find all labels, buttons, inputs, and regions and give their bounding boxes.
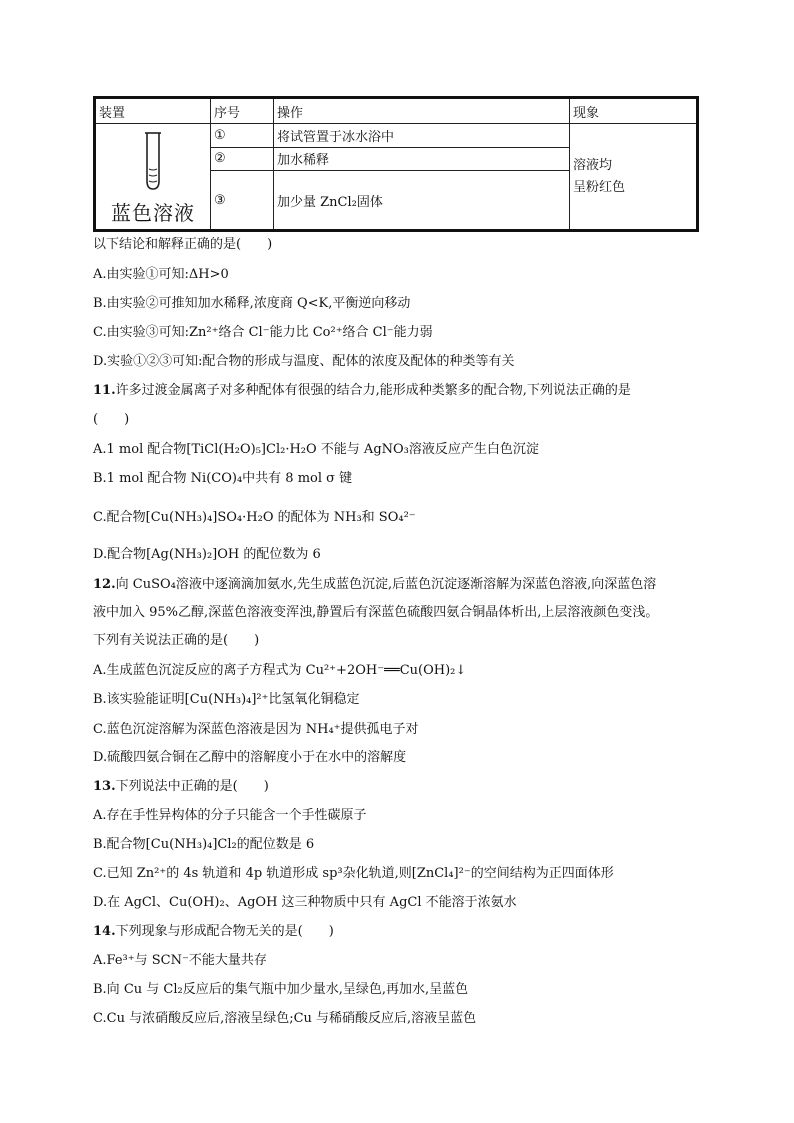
q11-paren: ( ) xyxy=(93,412,130,427)
q11-option-a: A.1 mol 配合物[TiCl(H₂O)₅]Cl₂·H₂O 不能与 AgNO₃溶液反应产生白色沉淀 xyxy=(93,442,539,457)
q11-stem-line xyxy=(93,379,631,398)
q12-option-d: D.硫酸四氨合铜在乙醇中的溶解度小于在水中的溶解度 xyxy=(93,750,407,765)
q12-option-b: B.该实验能证明[Cu(NH₃)₄]²⁺比氢氧化铜稳定 xyxy=(93,692,360,707)
q12-option-a: A.生成蓝色沉淀反应的离子方程式为 Cu²⁺+2OH⁻══Cu(OH)₂↓ xyxy=(93,663,467,678)
q12-stem-line xyxy=(93,573,656,592)
row-number: ③ xyxy=(211,171,274,231)
q14-option-a: A.Fe³⁺与 SCN⁻不能大量共存 xyxy=(93,953,267,968)
q12-stem-1: 向 CuSO₄溶液中逐滴滴加氨水,先生成蓝色沉淀,后蓝色沉淀逐渐溶解为深蓝色溶液,向深蓝色溶 xyxy=(115,577,657,592)
q13-option-d: D.在 AgCl、Cu(OH)₂、AgOH 这三种物质中只有 AgCl 不能溶于浓氨水 xyxy=(93,895,517,910)
header-observation: 现象 xyxy=(570,98,698,124)
observation-line: 呈粉红色 xyxy=(573,179,626,195)
q12-number: 12. xyxy=(93,577,116,592)
q11-stem: 许多过渡金属离子对多种配体有很强的结合力,能形成种类繁多的配合物,下列说法正确的是 xyxy=(115,383,631,398)
observation-cell xyxy=(570,124,698,231)
table-row xyxy=(95,124,698,148)
test-tube-icon xyxy=(143,131,163,191)
row-number: ② xyxy=(211,147,274,171)
q11-number: 11. xyxy=(93,383,116,398)
q11-option-b: B.1 mol 配合物 Ni(CO)₄中共有 8 mol σ 键 xyxy=(93,471,353,486)
apparatus-cell xyxy=(95,124,211,231)
row-operation: 加水稀释 xyxy=(274,147,570,171)
q13-stem-line xyxy=(93,775,269,794)
q13-number: 13. xyxy=(93,779,116,794)
q10-option-c: C.由实验③可知:Zn²⁺络合 Cl⁻能力比 Co²⁺络合 Cl⁻能力弱 xyxy=(93,325,433,340)
q13-option-a: A.存在手性异构体的分子只能含一个手性碳原子 xyxy=(93,808,367,823)
q14-option-c: C.Cu 与浓硝酸反应后,溶液呈绿色;Cu 与稀硝酸反应后,溶液呈蓝色 xyxy=(93,1011,477,1026)
apparatus-label: 蓝色溶液 xyxy=(111,201,195,225)
q11-option-c: C.配合物[Cu(NH₃)₄]SO₄·H₂O 的配体为 NH₃和 SO₄²⁻ xyxy=(93,510,416,525)
row-number: ① xyxy=(211,124,274,148)
row-operation: 将试管置于冰水浴中 xyxy=(274,124,570,148)
experiment-table xyxy=(93,96,699,232)
header-number: 序号 xyxy=(211,98,274,124)
q14-stem: 下列现象与形成配合物无关的是( ) xyxy=(115,924,334,939)
q13-option-c: C.已知 Zn²⁺的 4s 轨道和 4p 轨道形成 sp³杂化轨道,则[ZnCl₄]²⁻的空间结构为正四面体形 xyxy=(93,866,614,881)
q14-stem-line xyxy=(93,920,334,939)
q13-option-b: B.配合物[Cu(NH₃)₄]Cl₂的配位数是 6 xyxy=(93,837,315,852)
q10-option-d: D.实验①②③可知:配合物的形成与温度、配体的浓度及配体的种类等有关 xyxy=(93,354,515,369)
row-operation: 加少量 ZnCl₂固体 xyxy=(274,171,570,231)
q14-number: 14. xyxy=(93,924,116,939)
observation-line: 溶液均 xyxy=(573,157,613,173)
q10-option-a: A.由实验①可知:ΔH>0 xyxy=(93,267,229,282)
q12-option-c: C.蓝色沉淀溶解为深蓝色溶液是因为 NH₄⁺提供孤电子对 xyxy=(93,722,419,737)
q11-option-d: D.配合物[Ag(NH₃)₂]OH 的配位数为 6 xyxy=(93,547,321,562)
table-header-row xyxy=(95,98,698,124)
q13-stem: 下列说法中正确的是( ) xyxy=(115,779,269,794)
q12-stem-2: 液中加入 95%乙醇,深蓝色溶液变浑浊,静置后有深蓝色硫酸四氨合铜晶体析出,上层溶液颜色变浅。 xyxy=(93,605,659,620)
q14-option-b: B.向 Cu 与 Cl₂反应后的集气瓶中加少量水,呈绿色,再加水,呈蓝色 xyxy=(93,982,469,997)
q10-option-b: B.由实验②可推知加水稀释,浓度商 Q<K,平衡逆向移动 xyxy=(93,296,411,311)
q10-stem: 以下结论和解释正确的是( ) xyxy=(93,237,273,252)
header-operation: 操作 xyxy=(274,98,570,124)
q12-stem-3: 下列有关说法正确的是( ) xyxy=(93,633,260,648)
header-apparatus: 装置 xyxy=(95,98,211,124)
